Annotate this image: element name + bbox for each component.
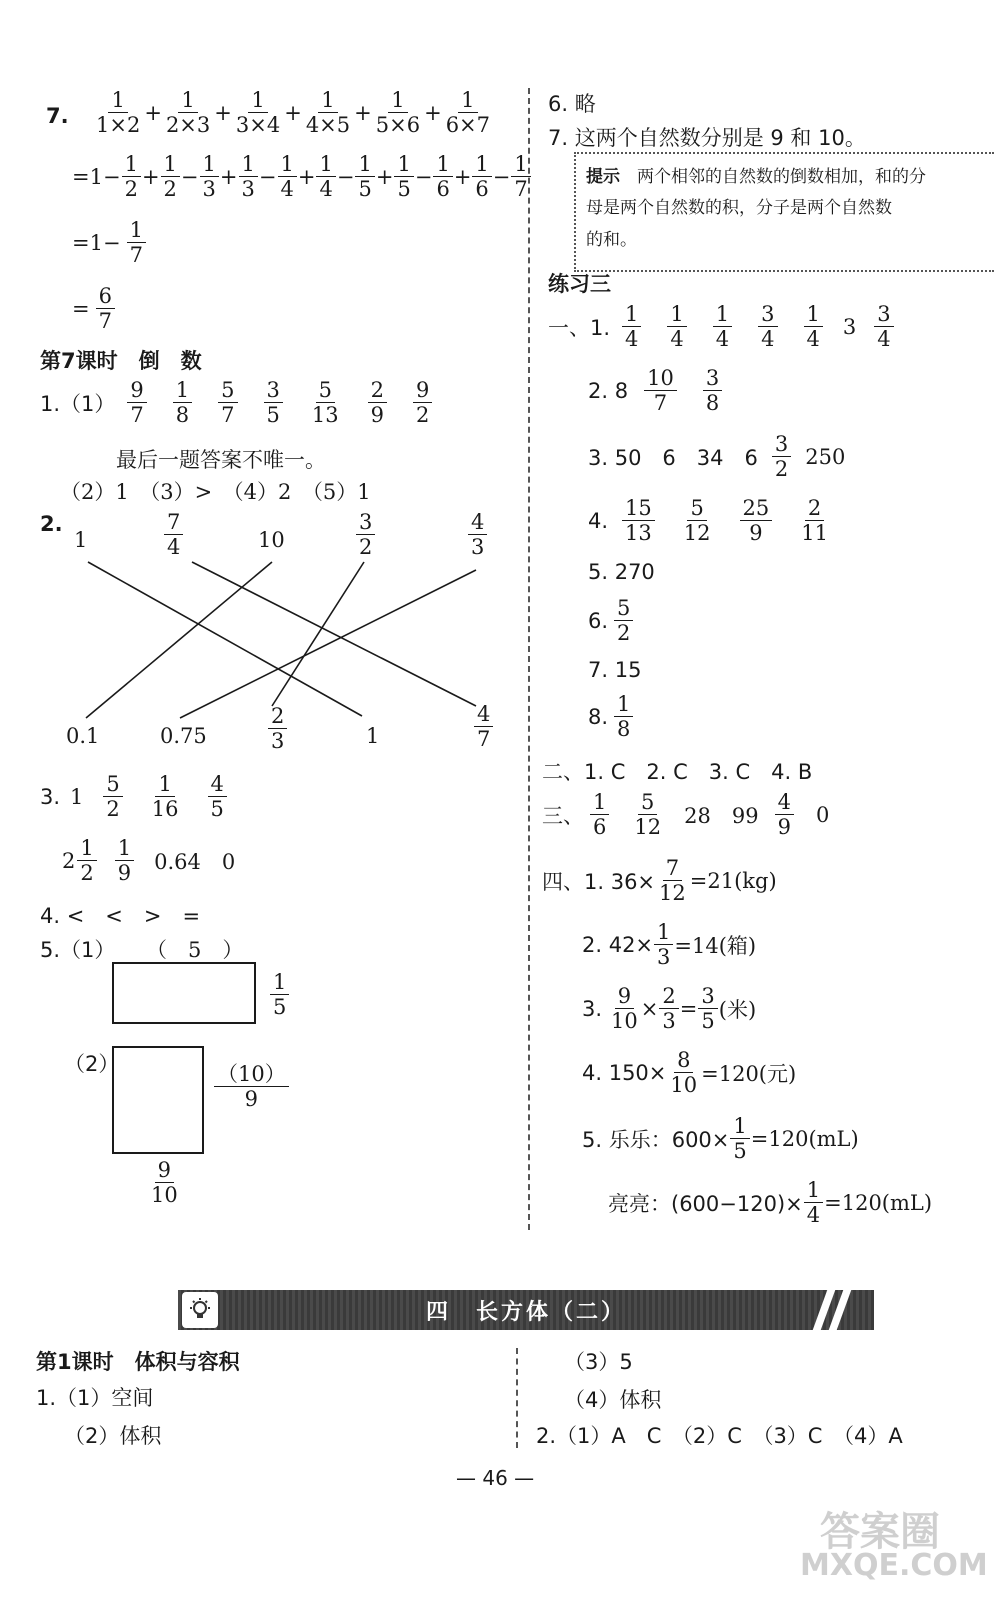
- s1-2-frac: 10 7: [644, 366, 677, 415]
- q1-frac: 3 5: [264, 378, 283, 427]
- q2-bottom-d: 1: [366, 724, 380, 748]
- match-line-5: [180, 570, 476, 718]
- s4-4: 4. 150× $\frac{8}{10}$ =120(元): [582, 1048, 797, 1098]
- q2-top-b: 7 4: [164, 510, 183, 559]
- q2-bottom-a: 0.1: [66, 724, 100, 748]
- b1-2: （2）体积: [64, 1424, 162, 1448]
- match-line-1: [88, 562, 362, 716]
- q3-frac: 5 2: [103, 772, 122, 821]
- q7-line2-frac: $\frac{1}{2}$: [161, 152, 180, 201]
- q2-label: 2.: [40, 512, 63, 536]
- s2: 二、1. C 2. C 3. C 4. B: [542, 760, 813, 784]
- q5-paren1: （ 5 ）: [146, 938, 244, 962]
- lesson1-title: 第1课时 体积与容积: [36, 1350, 240, 1374]
- q2-top-c: 10: [258, 528, 285, 552]
- q2-bottom-c: 2 3: [268, 704, 287, 753]
- q7-label: 7.: [46, 104, 69, 128]
- hint-box: [574, 152, 994, 272]
- s1-7: 7. 15: [588, 658, 642, 682]
- q1-frac: 9 7: [127, 378, 146, 427]
- q7-line1-frac: $\frac{1}{5\times 6}$: [375, 88, 421, 138]
- q7-line1-frac: $\frac{1}{4\times 5}$: [305, 88, 351, 138]
- q7-line2-frac: $\frac{1}{4}$: [278, 152, 297, 201]
- q1-frac: 2 9: [368, 378, 387, 427]
- q5-label2: （2）: [64, 1052, 120, 1076]
- q7-line2-frac: $\frac{1}{6}$: [472, 152, 491, 201]
- hint-line3: 的和。: [586, 229, 637, 250]
- page-number: — 46 —: [456, 1466, 535, 1490]
- s1-frac: 1 4: [667, 302, 686, 351]
- q1-frac: 5 7: [218, 378, 237, 427]
- s4-6: 亮亮：(600−120)× $\frac{1}{4}$ =120(mL): [608, 1178, 933, 1228]
- q2-bottom-e: 4 7: [474, 702, 493, 751]
- hint-label: 提示: [586, 167, 620, 187]
- s1-frac: 3 4: [758, 302, 777, 351]
- bottom-column-divider: [516, 1348, 518, 1448]
- q7-line2-frac: $\frac{1}{5}$: [355, 152, 374, 201]
- b2: 2.（1）A C （2）C （3）C （4）A: [536, 1424, 903, 1448]
- s1-1: 一、1. 1 4 1 4 1 4 3 4 1 4 3 3 4: [548, 302, 900, 351]
- column-divider: [528, 88, 530, 1230]
- s1-8: 8. 1 8: [588, 692, 639, 741]
- q7-line2-frac: $\frac{1}{3}$: [200, 152, 219, 201]
- watermark-logo-text: 答案圈: [820, 1509, 940, 1555]
- q7-line4: = $\frac{6}{7}$: [72, 284, 121, 333]
- q5-frac3: 9 10: [151, 1158, 178, 1208]
- s3: 三、 1 6 5 12 28 99 4 9 0: [542, 790, 830, 840]
- q7-line1-frac: $\frac{1}{2\times 3}$: [165, 88, 211, 138]
- q7-line3-frac: $\frac{1}{7}$: [127, 218, 146, 267]
- q7-line2: =1− $\frac{1}{2}$ + $\frac{1}{2}$ − $\frac{1}{3}$ + $\frac{1}{3}$ − $\frac{1}{4}$ + $\frac{1}{4}$ − $\frac{1}{5}$ + $\frac{1}{5}$ − $\frac{1}{6}$ + $\frac{1}{6}$ − $\frac{1}{7}$: [72, 152, 532, 201]
- ex3-title: 练习三: [548, 272, 611, 296]
- b1-3: （3）5: [564, 1350, 633, 1374]
- q7-line4-frac: $\frac{6}{7}$: [96, 284, 115, 333]
- q7-line3: =1− $\frac{1}{7}$: [72, 218, 152, 267]
- q1-rest: （2）1 （3）> （4）2 （5）1: [60, 480, 371, 504]
- s1-2: 2. 8 10 7 3 8: [588, 366, 742, 415]
- s1-5: 5. 270: [588, 560, 655, 584]
- s1-6: 6. 5 2: [588, 596, 639, 645]
- q3-row1: 3. 1 5 2 1 16 4 5: [40, 772, 247, 821]
- s4-3: 3. $\frac{9}{10}$ × $\frac{2}{3}$ = $\frac{3}{5}$ (米): [582, 984, 757, 1034]
- q7-line1: 1 1×2 + $\frac{1}{2\times 3}$ + $\frac{1}{3\times 4}$ + $\frac{1}{4\times 5}$ + $\frac{1}{5\times 6}$ + $\frac{1}{6\times 7}$: [92, 88, 494, 137]
- watermark-url: MXQE.COM: [800, 1548, 988, 1583]
- q2-matching-lines: [0, 0, 520, 760]
- q2-bottom-b: 0.75: [160, 724, 207, 748]
- match-line-4: [272, 562, 364, 706]
- s1-4-frac: 15 13: [622, 496, 655, 545]
- q5-frac1: 1 5: [270, 970, 289, 1019]
- s1-4-frac: 2 11: [801, 496, 828, 546]
- q7-line2-frac: $\frac{1}{3}$: [239, 152, 258, 201]
- chapter-title: 四 长方体（二）: [425, 1299, 626, 1325]
- lesson7-title: 第7课时 倒 数: [40, 349, 202, 373]
- q7-line2-frac: $\frac{1}{6}$: [433, 152, 452, 201]
- match-line-3: [86, 562, 272, 718]
- q2-top-d: 3 2: [356, 510, 375, 559]
- chapter-banner: [178, 1290, 874, 1330]
- q3-frac: 1 16: [151, 772, 179, 822]
- q7-line2-frac: $\frac{1}{5}$: [394, 152, 413, 201]
- q7-line2-frac: $\frac{1}{2}$: [122, 152, 141, 201]
- q7-line1-frac: $\frac{1}{3\times 4}$: [235, 88, 281, 138]
- s1-3: 3. 50 6 34 6 3 2 250: [588, 432, 846, 482]
- match-line-2: [192, 562, 476, 706]
- q7-line1-frac: $\frac{1}{6\times 7}$: [445, 88, 491, 138]
- b1-4: （4）体积: [564, 1388, 662, 1412]
- lightbulb-icon: [182, 1292, 218, 1328]
- q5-label: 5.（1）: [40, 938, 116, 962]
- q4: 4. < < > =: [40, 904, 201, 928]
- s1-4-frac: 5 12: [683, 496, 711, 546]
- q3-row2: 2 1 2 1 9 0.64 0: [62, 836, 236, 886]
- q1-note: 最后一题答案不唯一。: [116, 448, 326, 472]
- b1-1: 1.（1）空间: [36, 1386, 154, 1410]
- q1-frac: 1 8: [173, 378, 192, 427]
- s1-4: 4. 15 13 5 12 25 9 2 11: [588, 496, 851, 545]
- q1-frac: 9 2: [413, 378, 432, 427]
- q5-rect2: [112, 1046, 204, 1154]
- s4-1: 四、1. 36× $\frac{7}{12}$ =21(kg): [542, 856, 777, 906]
- s4-5: 5. 乐乐：600× $\frac{1}{5}$ =120(mL): [582, 1114, 859, 1164]
- q1-label: 1.（1）: [40, 391, 116, 416]
- q6: 6. 略: [548, 92, 596, 116]
- q3-frac: 4 5: [208, 772, 227, 821]
- s1-frac: 1 4: [804, 302, 823, 351]
- s1-frac: 1 4: [622, 302, 641, 351]
- s1-4-frac: 25 9: [740, 496, 773, 545]
- hint-line1: 两个相邻的自然数的倒数相加，和的分: [637, 167, 926, 187]
- s4-2: 2. 42× $\frac{1}{3}$ =14(箱): [582, 920, 757, 970]
- s1-2-frac: 3 8: [703, 366, 722, 415]
- hint-line2: 母是两个自然数的积，分子是两个自然数: [586, 198, 892, 219]
- q1-frac: 5 13: [311, 378, 339, 428]
- q2-top-a: 1: [74, 528, 88, 552]
- q7: 7. 这两个自然数分别是 9 和 10。: [548, 126, 866, 150]
- q5-frac2: （10） 9: [214, 1062, 289, 1111]
- q7-line1-frac: 1 1×2: [96, 88, 141, 138]
- s1-frac: 1 4: [713, 302, 732, 351]
- q2-top-e: 4 3: [468, 510, 487, 559]
- q7-line2-frac: $\frac{1}{4}$: [316, 152, 335, 201]
- q7-line2-frac: $\frac{1}{7}$: [511, 152, 530, 201]
- q5-rect1: [112, 962, 256, 1024]
